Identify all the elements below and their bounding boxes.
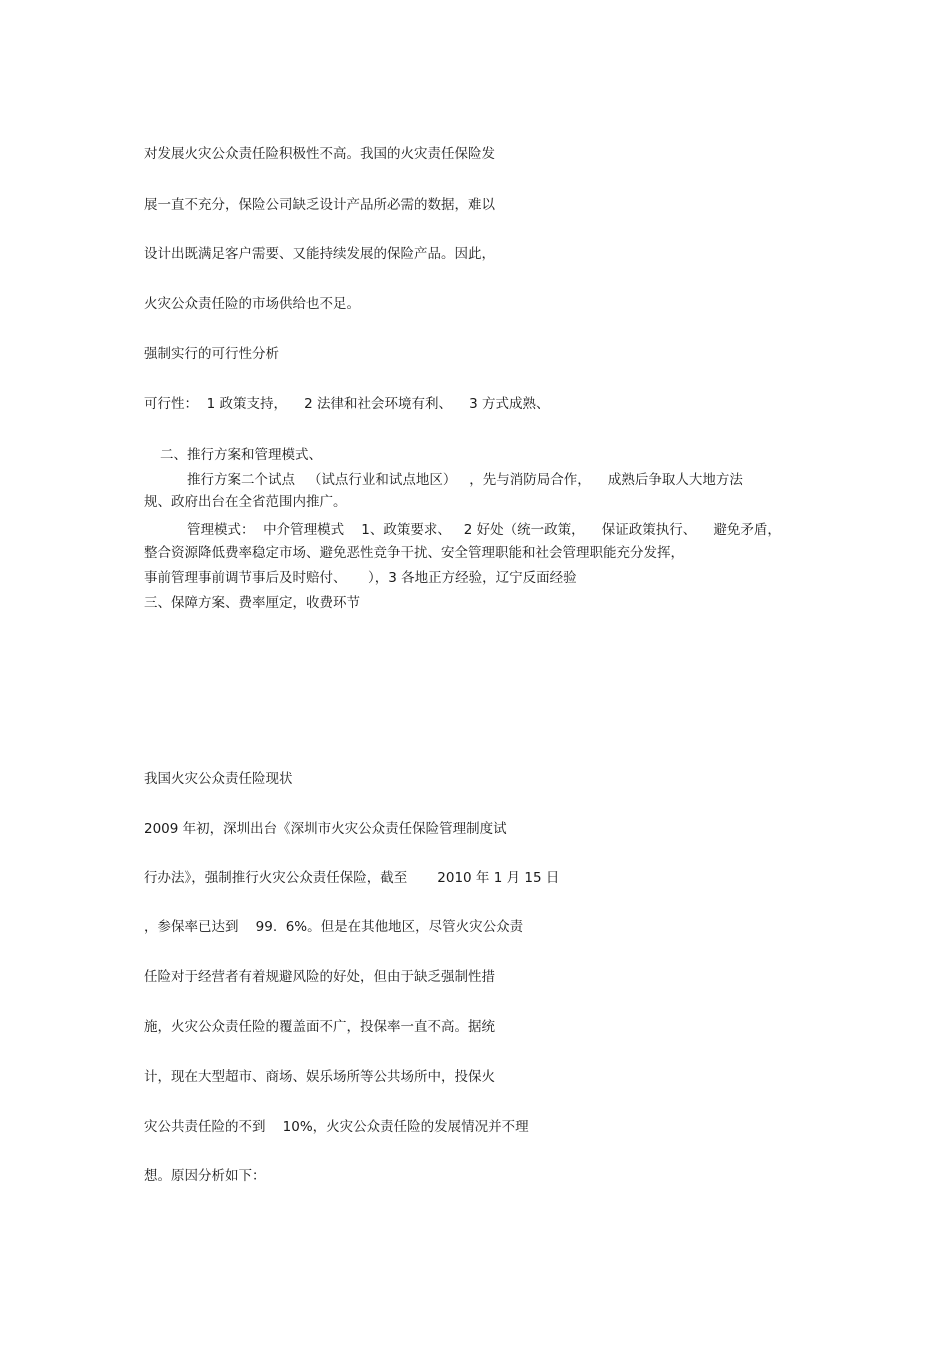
feasibility-points: 可行性： 1 政策支持， 2 法律和社会环境有利、 3 方式成熟、	[144, 396, 550, 412]
paragraph-line-4: 火灾公众责任险的市场供给也不足。	[144, 296, 360, 312]
status-line-2: 行办法》，强制推行火灾公众责任保险，截至 2010 年 1 月 15 日	[144, 870, 560, 886]
plan-line-1: 推行方案二个试点 （试点行业和试点地区） ，先与消防局合作， 成熟后争取人大地方法	[187, 472, 743, 488]
section-heading-feasibility: 强制实行的可行性分析	[144, 346, 279, 362]
status-line-7: 灾公共责任险的不到 10%，火灾公众责任险的发展情况并不理	[144, 1119, 529, 1135]
paragraph-line-1: 对发展火灾公众责任险积极性不高。我国的火灾责任保险发	[144, 146, 495, 162]
section-2-heading: 二、推行方案和管理模式、	[160, 447, 322, 463]
status-line-6: 计，现在大型超市、商场、娱乐场所等公共场所中，投保火	[144, 1069, 495, 1085]
paragraph-line-3: 设计出既满足客户需要、又能持续发展的保险产品。因此，	[144, 246, 495, 262]
status-line-3: ，参保率已达到 99. 6%。但是在其他地区，尽管火灾公众责	[144, 919, 524, 935]
status-line-5: 施，火灾公众责任险的覆盖面不广，投保率一直不高。据统	[144, 1019, 495, 1035]
section-3-heading: 三、保障方案、费率厘定，收费环节	[144, 595, 360, 611]
status-line-1: 2009 年初，深圳出台《深圳市火灾公众责任保险管理制度试	[144, 821, 507, 837]
plan-line-2: 规、政府出台在全省范围内推广。	[144, 494, 347, 510]
paragraph-line-2: 展一直不充分，保险公司缺乏设计产品所必需的数据，难以	[144, 197, 495, 213]
management-line-1: 管理模式： 中介管理模式 1、政策要求、 2 好处（统一政策， 保证政策执行、 避免矛盾，	[187, 522, 781, 538]
status-line-8: 想。原因分析如下：	[144, 1168, 266, 1184]
management-line-2: 整合资源降低费率稳定市场、避免恶性竞争干扰、安全管理职能和社会管理职能充分发挥，	[144, 545, 684, 561]
section-heading-status: 我国火灾公众责任险现状	[144, 771, 293, 787]
management-line-3: 事前管理事前调节事后及时赔付、 ），3 各地正方经验，辽宁反面经验	[144, 570, 577, 586]
status-line-4: 任险对于经营者有着规避风险的好处，但由于缺乏强制性措	[144, 969, 495, 985]
